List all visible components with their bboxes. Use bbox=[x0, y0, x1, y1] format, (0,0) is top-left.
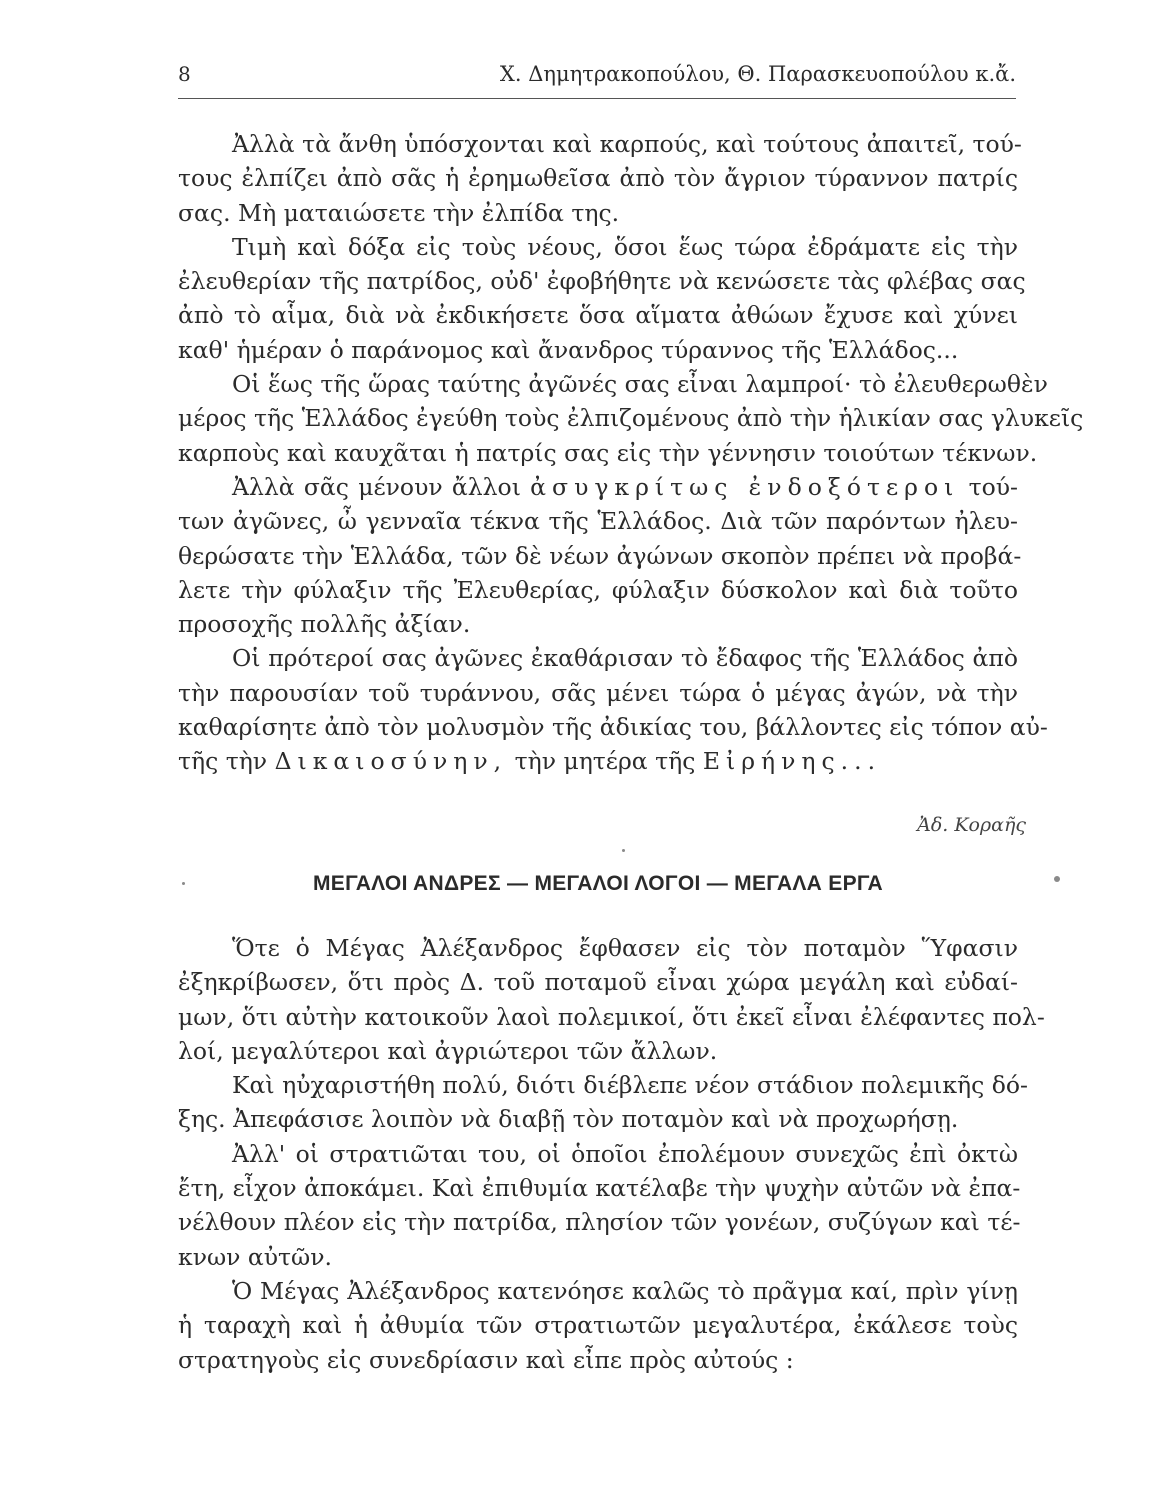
alexander-passage bbox=[178, 931, 1045, 1377]
text-line: καθαρίσητε ἀπὸ τὸν μολυσμὸν τῆς ἀδικίας του, βάλλοντες εἰς τόπον αὐ- bbox=[178, 713, 1048, 742]
text-line bbox=[178, 744, 1018, 778]
text-line: Ἀλλὰ τὰ ἄνθη ὑπόσχονται καὶ καρπούς, καὶ τούτους ἀπαιτεῖ, τού- bbox=[232, 130, 1022, 158]
text-line: Ὅτε ὁ Μέγας Ἀλέξανδρος ἔφθασεν εἰς τὸν ποταμὸν Ὕφασιν bbox=[232, 934, 1018, 962]
emphasized-text: ἀσυγκρίτως ἐνδοξότεροι bbox=[530, 472, 960, 501]
text-segment: τῆς τὴν bbox=[178, 747, 268, 776]
text-line: καθ' ἡμέραν ὁ παράνομος καὶ ἄνανδρος τύραννος τῆς Ἑλλάδος... bbox=[178, 335, 959, 364]
page-header bbox=[178, 62, 1016, 92]
emphasized-text: Δικαιοσύνην, bbox=[274, 747, 508, 776]
text-line: ἐξηκρίβωσεν, ὅτι πρὸς Δ. τοῦ ποταμοῦ εἶναι χώρα μεγάλη καὶ εὐδαί- bbox=[178, 968, 1018, 997]
header-rule bbox=[178, 98, 1016, 99]
text-segment: τὴν μητέρα τῆς bbox=[514, 747, 696, 776]
scan-speck bbox=[1054, 876, 1060, 882]
text-line: Ἀλλ' οἱ στρατιῶται του, οἱ ὁποῖοι ἐπολέμουν συνεχῶς ἐπὶ ὀκτὼ bbox=[232, 1139, 1018, 1168]
text-line: προσοχῆς πολλῆς ἀξίαν. bbox=[178, 610, 471, 639]
running-head: Χ. Δημητρακοπούλου, Θ. Παρασκευοπούλου κ.ἄ. bbox=[499, 62, 1016, 86]
emphasized-text: Εἰρήνης... bbox=[702, 747, 882, 776]
text-line: Οἱ ἕως τῆς ὥρας ταύτης ἀγῶνές σας εἶναι λαμπροί· τὸ ἐλευθερωθὲν bbox=[232, 370, 1048, 399]
text-line: τους ἐλπίζει ἀπὸ σᾶς ἡ ἐρημωθεῖσα ἀπὸ τὸν ἄγριον τύραννον πατρίς bbox=[178, 164, 1018, 193]
text-line bbox=[178, 470, 1018, 504]
text-segment: τού- bbox=[968, 472, 1018, 501]
text-line: Τιμὴ καὶ δόξα εἰς τοὺς νέους, ὅσοι ἕως τώρα ἐδράματε εἰς τὴν bbox=[232, 232, 1018, 261]
page-number: 8 bbox=[178, 62, 192, 86]
scan-speck bbox=[622, 849, 625, 852]
text-line: στρατηγοὺς εἰς συνεδρίασιν καὶ εἶπε πρὸς αὐτούς : bbox=[178, 1345, 794, 1374]
text-line: νέλθουν πλέον εἰς τὴν πατρίδα, πλησίον τῶν γονέων, συζύγων καὶ τέ- bbox=[178, 1208, 1021, 1237]
section-heading: ΜΕΓΑΛΟΙ ΑΝΔΡΕΣ — ΜΕΓΑΛΟΙ ΛΟΓΟΙ — ΜΕΓΑΛΑ ΕΡΓΑ bbox=[312, 872, 883, 895]
scan-speck bbox=[182, 882, 185, 885]
text-segment: Ἀλλὰ σᾶς μένουν ἄλλοι bbox=[232, 472, 521, 501]
text-line: μων, ὅτι αὐτὴν κατοικοῦν λαοὶ πολεμικοί, ὅτι ἐκεῖ εἶναι ἐλέφαντες πολ- bbox=[178, 1002, 1045, 1031]
text-line: ἡ ταραχὴ καὶ ἡ ἀθυμία τῶν στρατιωτῶν μεγαλυτέρα, ἐκάλεσε τοὺς bbox=[178, 1311, 1018, 1340]
text-line: ἔτη, εἶχον ἀποκάμει. Καὶ ἐπιθυμία κατέλαβε τὴν ψυχὴν αὐτῶν νὰ ἐπα- bbox=[178, 1174, 1021, 1203]
text-line: καρποὺς καὶ καυχᾶται ἡ πατρίς σας εἰς τὴν γέννησιν τοιούτων τέκνων. bbox=[178, 438, 1038, 467]
signature: Ἀδ. Κοραῆς bbox=[917, 814, 1026, 836]
text-line: Ὁ Μέγας Ἀλέξανδρος κατενόησε καλῶς τὸ πρᾶγμα καί, πρὶν γίνῃ bbox=[232, 1276, 1018, 1305]
text-line: ξης. Ἀπεφάσισε λοιπὸν νὰ διαβῇ τὸν ποταμὸν καὶ νὰ προχωρήσῃ. bbox=[178, 1105, 959, 1134]
text-line: λετε τὴν φύλαξιν τῆς Ἐλευθερίας, φύλαξιν δύσκολον καὶ διὰ τοῦτο bbox=[178, 575, 1018, 604]
text-line: κνων αὐτῶν. bbox=[178, 1242, 332, 1271]
text-line: Καὶ ηὐχαριστήθη πολύ, διότι διέβλεπε νέον στάδιον πολεμικῆς δό- bbox=[232, 1071, 1028, 1100]
text-line: τὴν παρουσίαν τοῦ τυράννου, σᾶς μένει τώρα ὁ μέγας ἀγών, νὰ τὴν bbox=[178, 678, 1018, 707]
text-line: ἐλευθερίαν τῆς πατρίδος, οὐδ' ἐφοβήθητε νὰ κενώσετε τὰς φλέβας σας bbox=[178, 267, 1026, 296]
korais-passage bbox=[178, 127, 1084, 779]
text-line: ἀπὸ τὸ αἷμα, διὰ νὰ ἐκδικήσετε ὅσα αἵματα ἀθώων ἔχυσε καὶ χύνει bbox=[178, 301, 1018, 330]
text-line: λοί, μεγαλύτεροι καὶ ἀγριώτεροι τῶν ἄλλων. bbox=[178, 1036, 718, 1065]
text-line: θερώσατε τὴν Ἑλλάδα, τῶν δὲ νέων ἀγώνων σκοπὸν πρέπει νὰ προβά- bbox=[178, 541, 1022, 570]
text-line: μέρος τῆς Ἑλλάδος ἐγεύθη τοὺς ἐλπιζομένους ἀπὸ τὴν ἡλικίαν σας γλυκεῖς bbox=[178, 404, 1084, 433]
text-line: σας. Μὴ ματαιώσετε τὴν ἐλπίδα της. bbox=[178, 198, 620, 227]
text-line: των ἀγῶνες, ὦ γενναῖα τέκνα τῆς Ἑλλάδος. Διὰ τῶν παρόντων ἠλευ- bbox=[178, 507, 1018, 536]
text-line: Οἱ πρότεροί σας ἀγῶνες ἐκαθάρισαν τὸ ἔδαφος τῆς Ἑλλάδος ἀπὸ bbox=[232, 644, 1018, 673]
